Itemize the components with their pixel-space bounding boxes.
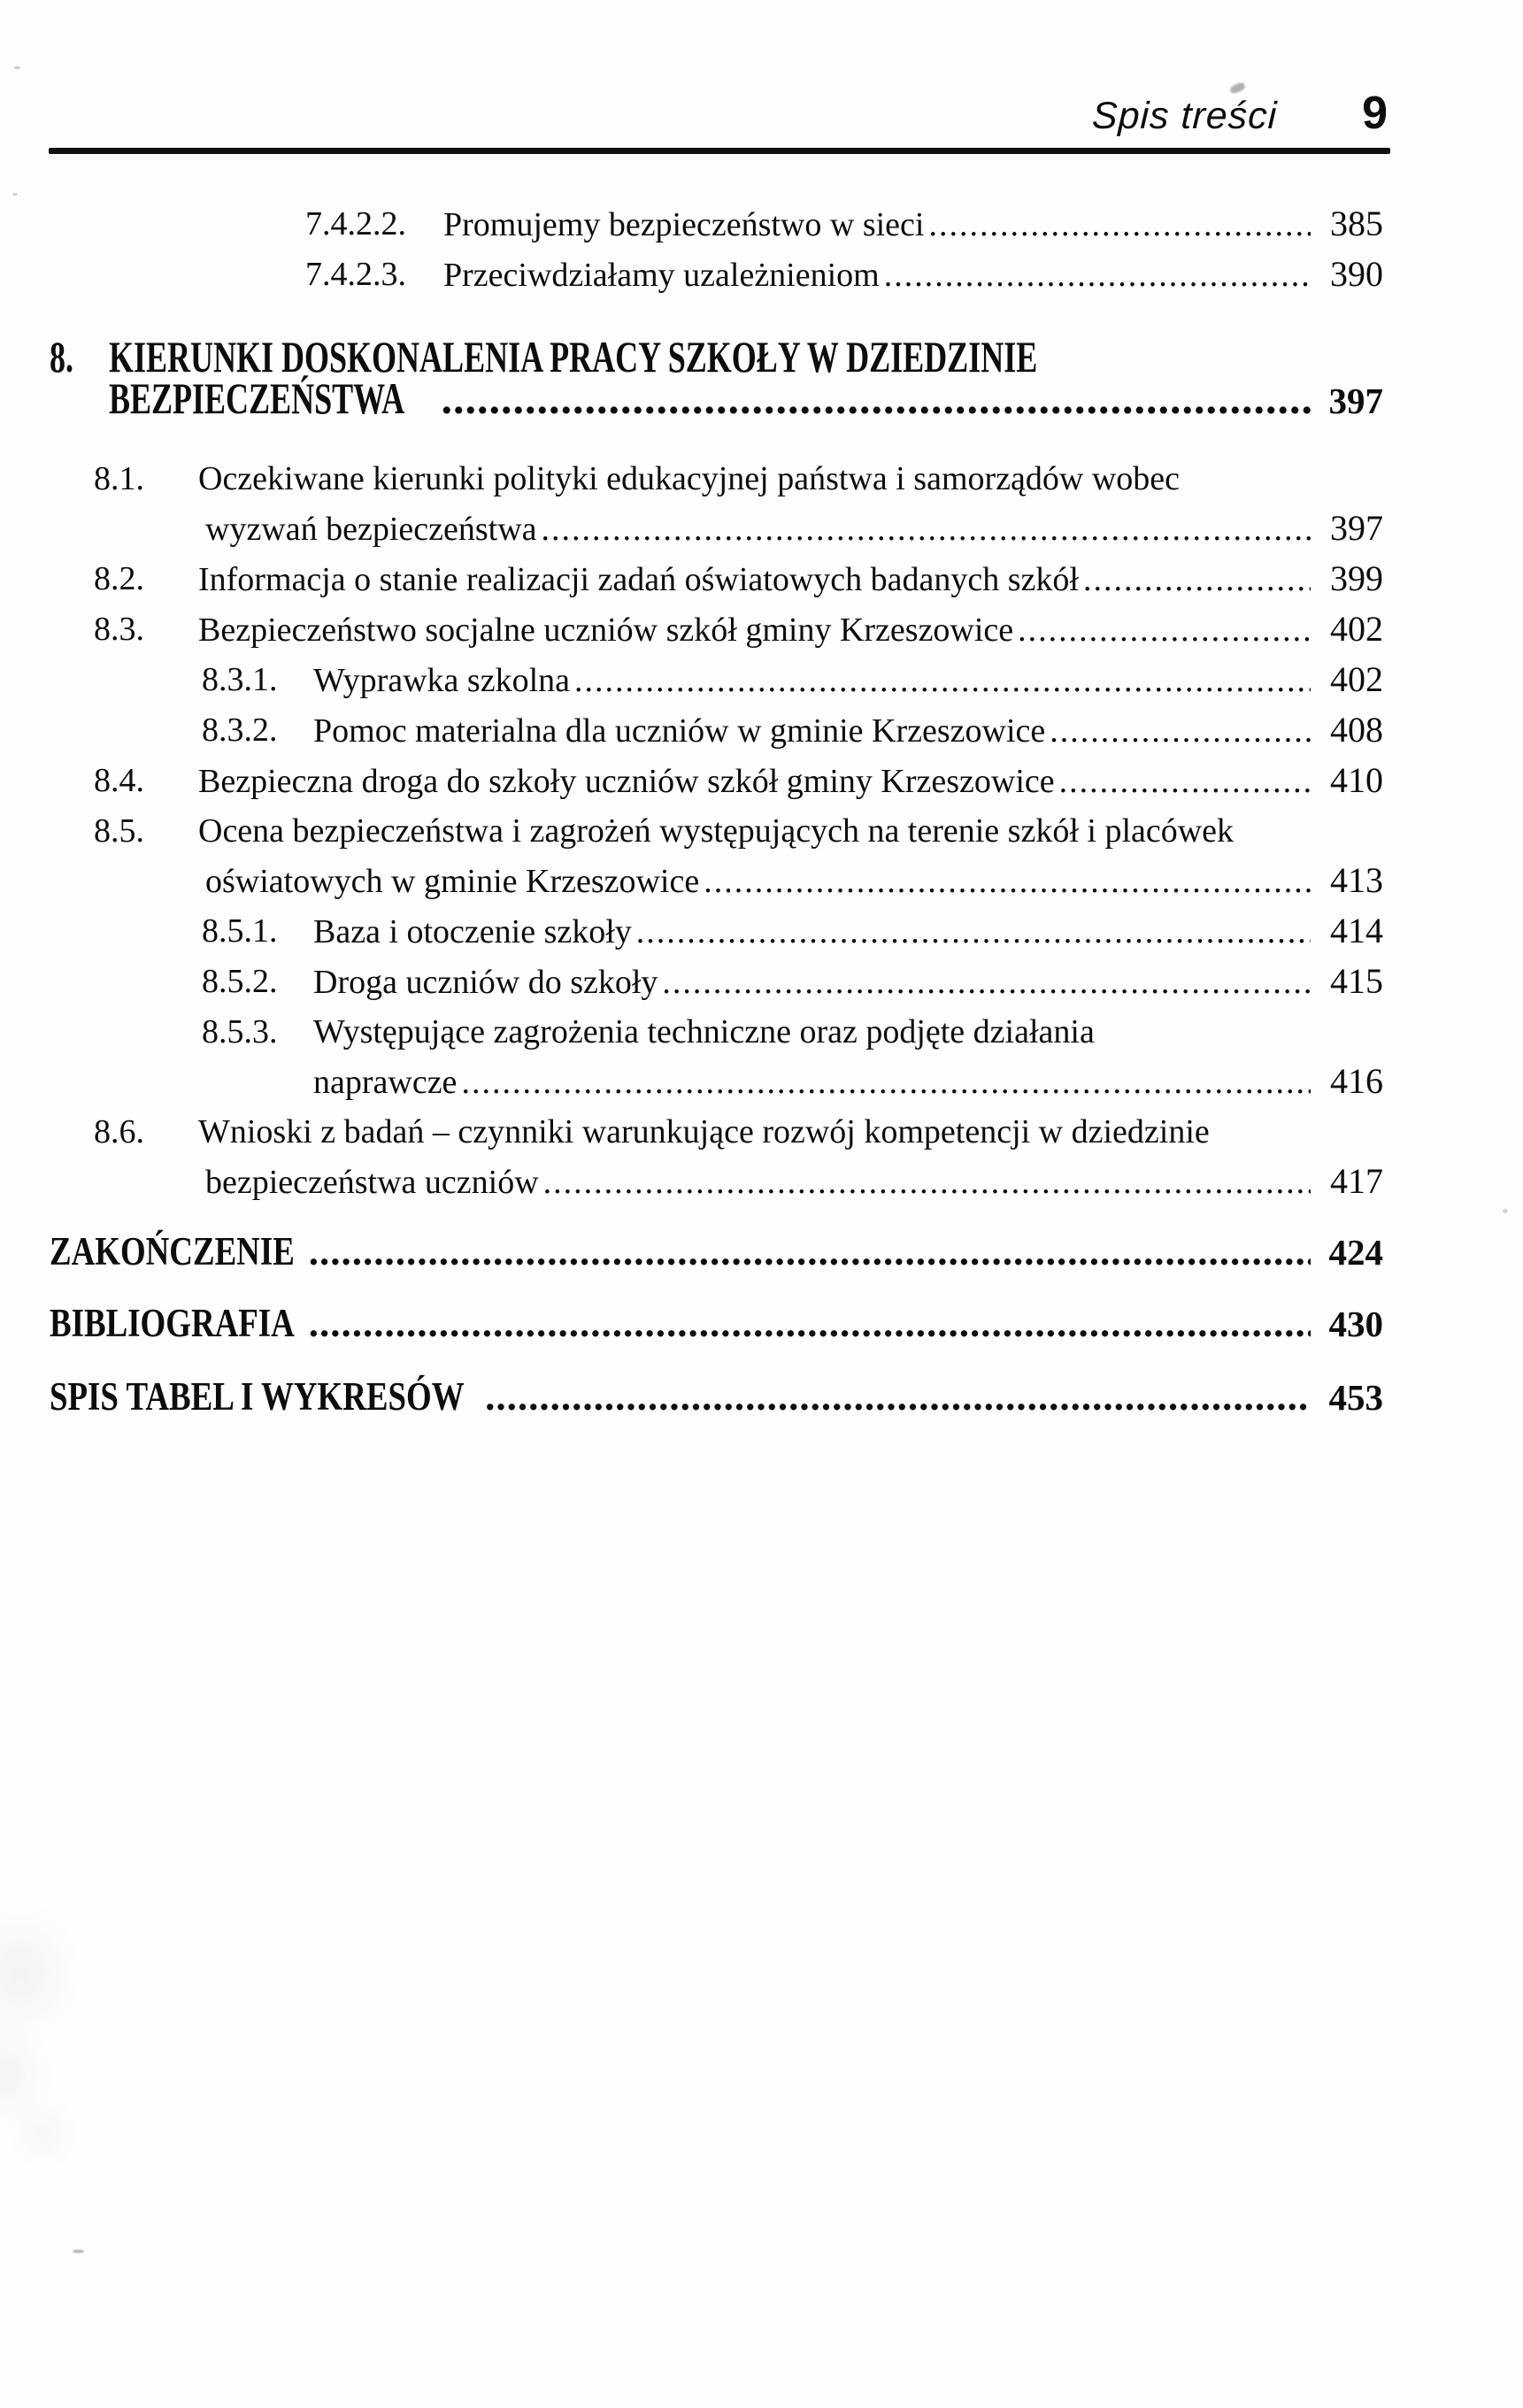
toc-entry	[0, 554, 1383, 604]
scan-speck	[12, 193, 18, 196]
toc-entry-title: KIERUNKI DOSKONALENIA PRACY SZKOŁY W DZIEDZINIE	[109, 332, 1038, 381]
toc-entry	[0, 1007, 1383, 1057]
toc-entry	[0, 604, 1383, 655]
dot-leader	[442, 373, 1311, 423]
toc-entry-number: 8.2.	[94, 560, 144, 597]
scan-speck	[73, 2250, 84, 2253]
toc-entry-title: Wnioski z badań – czynniki warunkujące rozwój kompetencji w dziedzinie	[198, 1113, 1210, 1150]
toc-entry	[0, 1057, 1383, 1107]
dot-leader	[309, 1227, 1311, 1276]
toc-entry	[0, 756, 1383, 806]
toc-entry	[0, 705, 1383, 756]
dot-leader	[636, 907, 1311, 957]
dot-leader	[884, 250, 1311, 300]
toc-entry-page: 414	[1330, 911, 1383, 950]
running-head	[1092, 87, 1388, 140]
toc-entry-title: Baza i otoczenie szkoły	[313, 913, 632, 950]
toc-entry-title: wyzwań bezpieczeństwa	[205, 511, 537, 548]
dot-leader	[309, 1298, 1311, 1348]
toc-entry-page: 413	[1330, 860, 1383, 900]
running-head-title: Spis treści	[1090, 95, 1278, 137]
dot-leader	[574, 656, 1311, 705]
scan-smudge	[0, 1885, 133, 2177]
toc-entry	[0, 1107, 1383, 1157]
toc-entry-number: 7.4.2.2.	[305, 205, 406, 242]
dot-leader	[928, 200, 1311, 250]
toc-entry	[0, 250, 1383, 300]
toc-entry-title: Informacja o stanie realizacji zadań oświatowych badanych szkół	[198, 561, 1079, 598]
toc-entry-title: BEZPIECZEŃSTWA	[109, 373, 405, 423]
toc-entry-title: Bezpieczeństwo socjalne uczniów szkół gminy Krzeszowice	[198, 612, 1014, 649]
toc-entry-page: 402	[1330, 659, 1383, 699]
toc-entry-number: 8.3.2.	[202, 712, 278, 749]
scan-speck	[1503, 1209, 1508, 1213]
toc-entry-page: 402	[1330, 609, 1383, 649]
toc-entry	[0, 199, 1383, 250]
toc-entry-title: Ocena bezpieczeństwa i zagrożeń występujących na terenie szkół i placówek	[198, 812, 1235, 850]
toc-entry	[0, 1298, 1383, 1349]
toc-entry	[0, 806, 1383, 856]
toc-entry	[0, 373, 1383, 426]
toc-entry-page: 408	[1330, 710, 1383, 750]
table-of-contents	[0, 199, 1383, 1422]
toc-entry-number: 8.3.1.	[202, 661, 278, 698]
toc-entry-title: Pomoc materialna dla uczniów w gminie Krzeszowice	[313, 712, 1046, 750]
toc-entry-page: 390	[1330, 254, 1383, 294]
dot-leader	[1059, 757, 1311, 806]
toc-entry-number: 8.5.1.	[202, 912, 278, 950]
toc-entry-number: 7.4.2.3.	[305, 256, 406, 293]
toc-entry-number: 8.3.	[94, 611, 144, 648]
toc-entry-title: Oczekiwane kierunki polityki edukacyjnej państwa i samorządów wobec	[198, 460, 1181, 497]
toc-entry-title: Promujemy bezpieczeństwo w sieci	[443, 206, 925, 243]
toc-entry-title: SPIS TABEL I WYKRESÓW	[50, 1374, 465, 1419]
toc-entry-title: ZAKOŃCZENIE	[50, 1229, 295, 1273]
dot-leader	[1050, 706, 1311, 756]
toc-entry-title: naprawcze	[313, 1064, 458, 1101]
toc-entry	[0, 1227, 1383, 1277]
toc-entry-title: Wyprawka szkolna	[313, 662, 570, 699]
toc-entry-page: 399	[1330, 558, 1383, 598]
toc-entry-number: 8.5.	[94, 812, 144, 850]
dot-leader	[461, 1058, 1311, 1107]
toc-entry-number: 8.1.	[94, 460, 144, 497]
toc-entry-number: 8.	[50, 332, 73, 381]
toc-entry-number: 8.4.	[94, 762, 144, 799]
toc-entry	[0, 655, 1383, 705]
toc-entry-title: Droga uczniów do szkoły	[313, 964, 658, 1001]
toc-entry-number: 8.6.	[94, 1113, 144, 1150]
toc-entry	[0, 1157, 1383, 1207]
toc-entry-title: BIBLIOGRAFIA	[50, 1301, 295, 1345]
toc-entry-page: 385	[1330, 204, 1383, 243]
dot-leader	[542, 504, 1311, 554]
toc-entry	[0, 957, 1383, 1007]
toc-entry-title: bezpieczeństwa uczniów	[205, 1164, 539, 1201]
dot-leader	[662, 958, 1311, 1007]
dot-leader	[1018, 605, 1311, 655]
scan-speck	[14, 66, 20, 69]
toc-entry	[0, 454, 1383, 504]
dot-leader	[485, 1372, 1311, 1421]
toc-entry-page: 453	[1328, 1377, 1383, 1418]
toc-entry	[0, 1372, 1383, 1422]
toc-entry	[0, 906, 1383, 957]
toc-entry-page: 430	[1328, 1304, 1383, 1344]
page-number: 9	[1362, 88, 1388, 139]
toc-entry-page: 416	[1330, 1061, 1383, 1101]
toc-entry-page: 410	[1330, 760, 1383, 800]
header-rule	[49, 148, 1390, 154]
toc-entry-number: 8.5.3.	[202, 1013, 278, 1050]
dot-leader	[704, 857, 1311, 906]
toc-entry-page: 415	[1330, 961, 1383, 1001]
toc-entry-title: oświatowych w gminie Krzeszowice	[205, 863, 700, 900]
toc-entry-title: Przeciwdziałamy uzależnieniom	[443, 257, 880, 294]
dot-leader	[543, 1158, 1311, 1207]
toc-entry	[0, 504, 1383, 554]
toc-entry-title: Występujące zagrożenia techniczne oraz podjęte działania	[313, 1013, 1095, 1050]
toc-entry-title: Bezpieczna droga do szkoły uczniów szkół gminy Krzeszowice	[198, 763, 1055, 800]
toc-entry-page: 417	[1330, 1161, 1383, 1201]
toc-entry-page: 424	[1328, 1232, 1383, 1273]
toc-entry	[0, 856, 1383, 906]
toc-entry-page: 397	[1328, 381, 1383, 421]
toc-entry-number: 8.5.2.	[202, 963, 278, 1000]
dot-leader	[1083, 555, 1311, 604]
toc-entry-page: 397	[1330, 508, 1383, 548]
